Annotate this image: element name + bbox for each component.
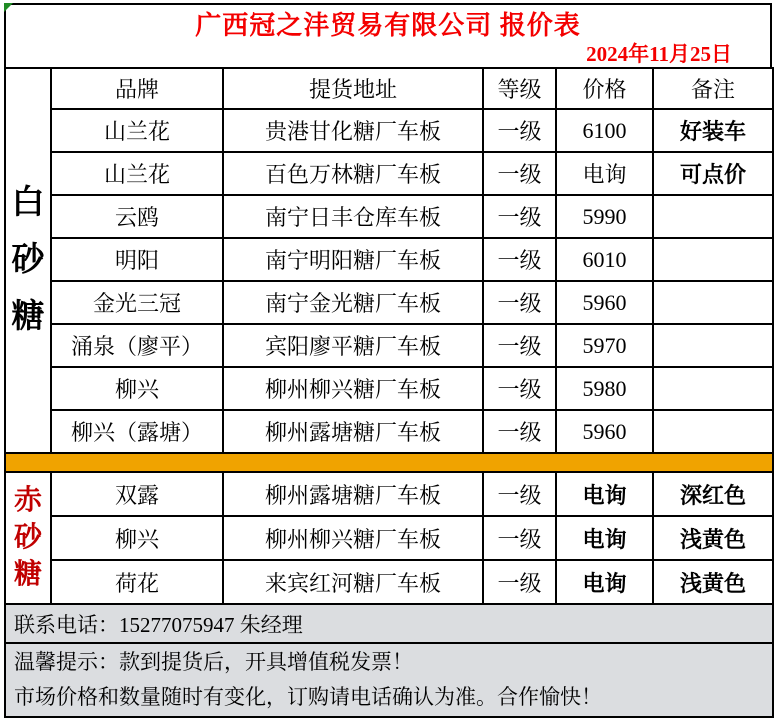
gold-separator-bar [5,453,773,472]
table-row [5,109,773,152]
brand-cell: 涌泉（廖平） [51,324,223,367]
table-row [5,238,773,281]
brand-cell: 柳兴 [51,367,223,410]
quote-table-container [4,3,772,718]
address-cell: 柳州露塘糖厂车板 [223,410,483,453]
grade-cell: 一级 [483,410,556,453]
price-cell: 6010 [556,238,653,281]
col-header-grade: 等级 [483,68,556,109]
brand-cell: 云鸥 [51,195,223,238]
title-block [4,3,772,67]
table-row [5,281,773,324]
table-row [5,516,773,560]
address-cell: 柳州露塘糖厂车板 [223,472,483,516]
price-cell: 5980 [556,367,653,410]
grade-cell: 一级 [483,516,556,560]
brand-cell: 双露 [51,472,223,516]
grade-cell: 一级 [483,367,556,410]
red-sugar-char: 赤 [13,485,42,516]
white-sugar-char: 白 [11,185,45,221]
address-cell: 贵港甘化糖厂车板 [223,109,483,152]
price-cell: 5990 [556,195,653,238]
brand-cell: 荷花 [51,560,223,604]
quote-date: 2024年11月25日 [586,42,732,66]
price-cell: 电询 [556,560,653,604]
address-cell: 南宁日丰仓库车板 [223,195,483,238]
white-sugar-label [6,187,50,334]
remark-cell [653,238,773,281]
white-sugar-char: 糖 [11,299,45,335]
grade-cell: 一级 [483,238,556,281]
address-cell: 宾阳廖平糖厂车板 [223,324,483,367]
column-header-row [5,68,773,109]
notice-line-2: 市场价格和数量随时有变化，订购请电话确认为准。合作愉快！ [14,685,602,709]
price-cell: 5960 [556,281,653,324]
green-corner-triangle-icon [4,3,13,12]
white-sugar-category-cell [5,68,51,453]
grade-cell: 一级 [483,281,556,324]
remark-cell: 浅黄色 [653,516,773,560]
remark-cell [653,324,773,367]
address-cell: 来宾红河糖厂车板 [223,560,483,604]
white-sugar-char: 砂 [11,242,45,278]
table-row [5,324,773,367]
notice-row [5,643,773,717]
brand-cell: 柳兴（露塘） [51,410,223,453]
brand-cell: 山兰花 [51,152,223,195]
grade-cell: 一级 [483,152,556,195]
brand-cell: 山兰花 [51,109,223,152]
price-cell: 6100 [556,109,653,152]
remark-cell: 可点价 [653,152,773,195]
contact-phone: 联系电话：15277075947 朱经理 [5,604,773,643]
red-sugar-char: 砂 [13,522,42,553]
contact-row [5,604,773,643]
page-title: 广西冠之沣贸易有限公司 报价表 [195,11,581,40]
price-cell: 5970 [556,324,653,367]
col-header-remark: 备注 [653,68,773,109]
remark-cell [653,367,773,410]
red-sugar-category-cell [5,472,51,604]
remark-cell: 好装车 [653,109,773,152]
grade-cell: 一级 [483,472,556,516]
grade-cell: 一级 [483,560,556,604]
table-row [5,367,773,410]
remark-cell: 浅黄色 [653,560,773,604]
address-cell: 百色万林糖厂车板 [223,152,483,195]
table-row [5,560,773,604]
price-cell: 电询 [556,472,653,516]
remark-cell [653,410,773,453]
remark-cell [653,195,773,238]
brand-cell: 明阳 [51,238,223,281]
address-cell: 柳州柳兴糖厂车板 [223,367,483,410]
address-cell: 柳州柳兴糖厂车板 [223,516,483,560]
address-cell: 南宁金光糖厂车板 [223,281,483,324]
price-cell: 5960 [556,410,653,453]
grade-cell: 一级 [483,195,556,238]
remark-cell [653,281,773,324]
grade-cell: 一级 [483,324,556,367]
table-row [5,472,773,516]
red-sugar-label [6,487,50,589]
col-header-price: 价格 [556,68,653,109]
grade-cell: 一级 [483,109,556,152]
table-row [5,152,773,195]
table-row [5,195,773,238]
address-cell: 南宁明阳糖厂车板 [223,238,483,281]
brand-cell: 金光三冠 [51,281,223,324]
red-sugar-char: 糖 [13,559,42,590]
col-header-address: 提货地址 [223,68,483,109]
brand-cell: 柳兴 [51,516,223,560]
col-header-brand: 品牌 [51,68,223,109]
price-cell: 电询 [556,152,653,195]
price-table [4,67,774,718]
table-row [5,410,773,453]
notice-cell [5,643,773,717]
notice-line-1: 温馨提示：款到提货后，开具增值税发票！ [14,650,413,674]
remark-cell: 深红色 [653,472,773,516]
price-cell: 电询 [556,516,653,560]
separator-row [5,453,773,472]
